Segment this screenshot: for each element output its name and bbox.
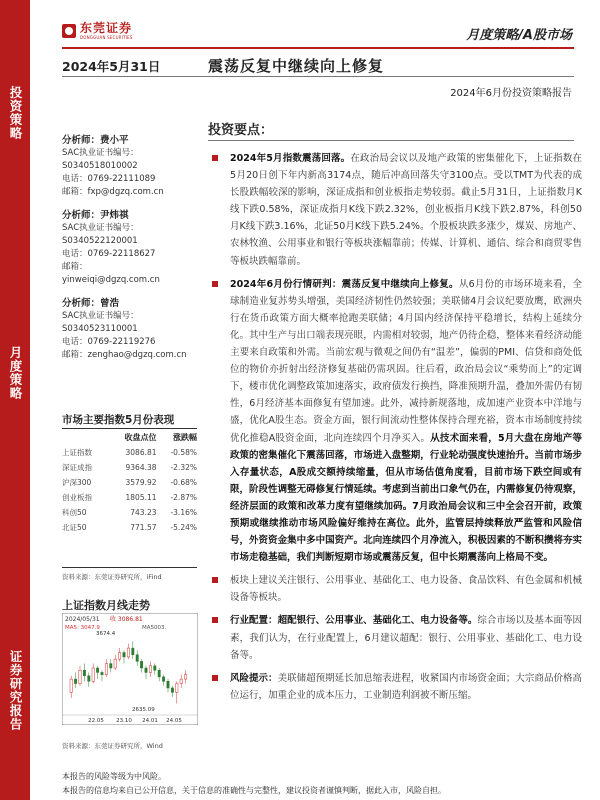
point-paragraph xyxy=(210,612,582,663)
table-row xyxy=(62,520,197,535)
risk-level-note: 本报告的风险等级为中风险。 xyxy=(62,772,166,781)
paragraph-text: 行业配置：超配银行、公用事业、基础化工、电力设备等。综合市场以及基本面等因素，我们认为，在行业配置上，6月建议超配：银行、公用事业、基础化工、电力设备等。 xyxy=(230,615,582,661)
analyst-list xyxy=(62,134,198,372)
index-name: 上证指数 xyxy=(62,448,92,457)
candle-body xyxy=(114,659,116,668)
info-disclaimer: 本报告的信息均来自已公开信息，关于信息的准确性与完整性，建议投资者谨慎判断，据此入市，风险自担。 xyxy=(62,786,446,795)
report-title: 震荡反复中继续向上修复 xyxy=(208,57,385,75)
candle-body xyxy=(154,666,156,670)
candle-body xyxy=(92,668,94,681)
paragraph-text: 板块上建议关注银行、公用事业、基础化工、电力设备、食品饮料、有色金属和机械设备等板块。 xyxy=(230,575,582,604)
analyst-name: 曾浩 xyxy=(100,298,120,309)
index-close: 3579.92 xyxy=(125,478,157,487)
logo-mark-icon xyxy=(62,24,76,38)
index-change: -2.32% xyxy=(170,463,197,472)
analyst-email[interactable]: zenghao@dgzq.com.cn xyxy=(87,350,187,360)
paragraph-text: 2024年5月指数震荡回落。在政治局会议以及地产政策的密集催化下，上证指数在5月20日创下年内新高3174点，随后冲高回落失守3100点。受以TMT为代表的成长股跌幅较深的影响，深证成指和创业板指走势较弱。截止5月31日，上证指数月K线下跌0.58%，深证成指月K线下跌2.32%，创业板指月K线下跌2.87%，科创50月K线下跌3.16%，北证50月K线下跌5.24%。个股板块跌多涨少，煤炭、房地产、农林牧渔、公用事业和银行等板块涨幅靠前；传媒、计算机、通信、综合和商贸零售等板块跌幅靠前。 xyxy=(230,153,582,267)
email-label: 邮箱： xyxy=(62,350,88,360)
kline-chart-title: 上证指数月线走势 xyxy=(62,599,150,612)
analyst-label: 分析师： xyxy=(62,135,101,146)
sidebar-label-research-report: 证券研究报告 xyxy=(8,650,23,731)
document-type: 月度策略/A股市场 xyxy=(466,28,572,43)
table-row xyxy=(62,475,197,490)
chart-x-tick: 23.10 xyxy=(116,718,132,724)
chart-source: 资料来源：东莞证券研究所，Wind xyxy=(62,742,163,750)
index-close: 771.57 xyxy=(130,523,157,532)
chart-x-tick: 24.05 xyxy=(166,718,182,724)
sidebar-label-investment-strategy: 投资策略 xyxy=(8,86,23,140)
candle-body xyxy=(118,653,120,660)
cert-label: SAC执业证书编号： xyxy=(62,311,139,321)
cert-number: S0340518010002 xyxy=(62,161,138,171)
candle-body xyxy=(74,679,76,683)
point-paragraph xyxy=(210,670,582,704)
index-change: -2.87% xyxy=(170,493,197,502)
candle-body xyxy=(167,681,169,688)
analyst-card xyxy=(62,209,198,287)
analyst-phone: 电话：0769-22118627 xyxy=(62,249,156,259)
paragraph-text: 风险提示：美联储超预期延长加息缩表进程，收紧国内市场资金面；大宗商品价格高位运行，加重企业的成本压力，工业制造利润被不断压缩。 xyxy=(230,672,582,701)
bullet-icon xyxy=(212,617,218,623)
candle-body xyxy=(96,668,98,672)
table-top-rule xyxy=(62,428,197,429)
index-name: 沪深300 xyxy=(62,478,92,487)
cert-number: S0340523110001 xyxy=(62,324,138,334)
chart-high-label: 3674.4 xyxy=(96,631,116,637)
footer-disclaimer xyxy=(62,770,574,798)
index-close: 743.23 xyxy=(130,508,157,517)
analyst-card xyxy=(62,134,198,199)
candle-body xyxy=(162,677,164,681)
candle-body xyxy=(176,684,178,693)
index-change: -5.24% xyxy=(170,523,197,532)
point-paragraph xyxy=(210,276,582,567)
kline-chart xyxy=(62,613,198,725)
table-header-row xyxy=(62,430,197,445)
analyst-email[interactable]: yinweiqi@dgzq.com.cn xyxy=(62,275,160,285)
index-change: -0.58% xyxy=(170,448,197,457)
header-rule xyxy=(62,47,574,49)
chart-date-label: 2024/05/31 xyxy=(65,616,100,623)
chart-close-label: 收 3086.81 xyxy=(110,616,143,623)
chart-x-tick: 22.05 xyxy=(88,718,104,724)
index-close: 9364.38 xyxy=(125,463,157,472)
table-row xyxy=(62,505,197,520)
index-name: 创业板指 xyxy=(62,493,92,502)
chart-ma-label: MA5: 3047.9 xyxy=(65,625,100,631)
points-title: 投资要点： xyxy=(208,123,274,138)
candle-body xyxy=(105,664,107,675)
table-row xyxy=(62,490,197,505)
point-paragraph xyxy=(210,572,582,606)
column-header: 涨跌幅 xyxy=(173,433,197,442)
report-subtitle: 2024年6月份投资策略报告 xyxy=(450,88,572,99)
points-rule xyxy=(208,140,574,141)
candle-body xyxy=(171,688,173,692)
index-close: 1805.11 xyxy=(125,493,157,502)
column-header xyxy=(62,430,108,445)
title-rule xyxy=(62,76,574,77)
cert-label: SAC执业证书编号： xyxy=(62,148,139,158)
logo-text: 东莞证券 xyxy=(80,21,133,35)
candle-body xyxy=(101,672,103,674)
bullet-icon xyxy=(212,281,218,287)
index-change: -3.16% xyxy=(170,508,197,517)
candle-body xyxy=(110,664,112,668)
logo-subtext: DONGGUAN SECURITIES xyxy=(80,35,133,40)
column-header: 收盘点位 xyxy=(124,433,157,442)
index-name: 深证成指 xyxy=(62,463,92,472)
report-date: 2024年5月31日 xyxy=(62,59,161,74)
table-bottom-rule xyxy=(62,567,197,568)
table-source: 资料来源：东莞证券研究所，iFind xyxy=(62,573,162,581)
candle-body xyxy=(70,679,72,692)
sidebar-label-monthly-strategy: 月度策略 xyxy=(8,346,23,400)
candle-body xyxy=(88,676,90,682)
chart-low-label: 2635.09 xyxy=(132,707,155,713)
cert-label: SAC执业证书编号： xyxy=(62,223,139,233)
analyst-card xyxy=(62,297,198,362)
bullet-icon xyxy=(212,675,218,681)
candle-body xyxy=(83,670,85,676)
index-name: 北证50 xyxy=(62,523,87,532)
index-name: 科创50 xyxy=(62,508,87,517)
chart-x-tick: 24.01 xyxy=(142,718,158,724)
candle-body xyxy=(132,648,134,655)
bullet-icon xyxy=(212,577,218,583)
candle-body xyxy=(158,670,160,677)
candle-body xyxy=(180,679,182,683)
analyst-name: 费小平 xyxy=(100,135,129,146)
email-label: 邮箱： xyxy=(62,187,88,197)
email-label: 邮箱： xyxy=(62,262,88,272)
points-content xyxy=(210,150,582,710)
analyst-email[interactable]: fxp@dgzq.com.cn xyxy=(87,187,164,197)
index-table xyxy=(62,430,197,535)
bullet-icon xyxy=(212,155,218,161)
company-logo xyxy=(62,22,133,40)
index-table-title: 市场主要指数5月份表现 xyxy=(62,414,175,426)
candle-body xyxy=(79,670,81,683)
table-row xyxy=(62,460,197,475)
paragraph-text: 2024年6月份行情研判：震荡反复中继续向上修复。从6月份的市场环境来看，全球制造业复苏势头增强，美国经济韧性仍然较强；美联储4月会议纪要放鹰，欧洲央行在货币政策方面大概率抢跑美联储；4月国内经济保持平稳增长，结构上延续分化。其中生产与出口端表现亮眼，内需相对较弱，地产仍待企稳，整体来看经济动能主要来自政策和外需。当前宏观与微观之间仍有“温差”，偏弱的PMI、信贷和商处低位的物价亦折射出经济修复基础仍需巩固。往后看，政治局会议“乘势而上”的定调下，楼市优化调整政策加速落实，政府债发行换挡，降准预期升温，叠加外需仍有韧性，6月经济基本面修复有望加速。此外，减持新规落地，成加速产业资本中洋地与盛，优化A股生态。资金方面，银行间流动性整体保持合理充裕，资本市场制度持续优化推稳A股资金面，北向连续四个月净买入。从技术面来看，5月大盘在房地产等政策的密集催化下震荡回落，市场进入盘整期，行业轮动强度快速抬升。当前市场步入存量状态，A股成交额持续缩量，但从市场估值角度看，目前市场下跌空间或有限，阶段性调整无碍修复行情延续。考虑到当前出口象气仍在，内需修复仍待观察，经济层面的政策和改革力度有望继续加码。7月政治局会议和三中全会召开前，政策预期或继续推动市场风险偏好维持在高位。此外，监管层持续释放严监管和风险信号，外资资金集中多中国资产。北向连续四个月净流入，积极因素的不断积攒将夯实市场走稳基础，我们判断短期市场或震荡反复，但中长期震荡向上格局不变。 xyxy=(230,278,582,564)
candle-body xyxy=(140,661,142,668)
analyst-phone: 电话：0769-22111089 xyxy=(62,174,156,184)
cert-number: S0340522120001 xyxy=(62,236,138,246)
analyst-label: 分析师： xyxy=(62,298,101,309)
chart-ma-label-2: MA5003. xyxy=(142,625,167,631)
analyst-phone: 电话：0769-22119276 xyxy=(62,337,156,347)
point-paragraph xyxy=(210,150,582,270)
candle-body xyxy=(123,653,125,657)
candle-body xyxy=(136,655,138,662)
analyst-name: 尹炜祺 xyxy=(100,210,129,221)
candle-body xyxy=(127,648,129,657)
candle-body xyxy=(184,675,186,679)
candle-body xyxy=(145,668,147,672)
analyst-label: 分析师： xyxy=(62,210,101,221)
index-change: -0.68% xyxy=(170,478,197,487)
index-close: 3086.81 xyxy=(125,448,157,457)
candle-body xyxy=(149,666,151,673)
table-row xyxy=(62,445,197,460)
